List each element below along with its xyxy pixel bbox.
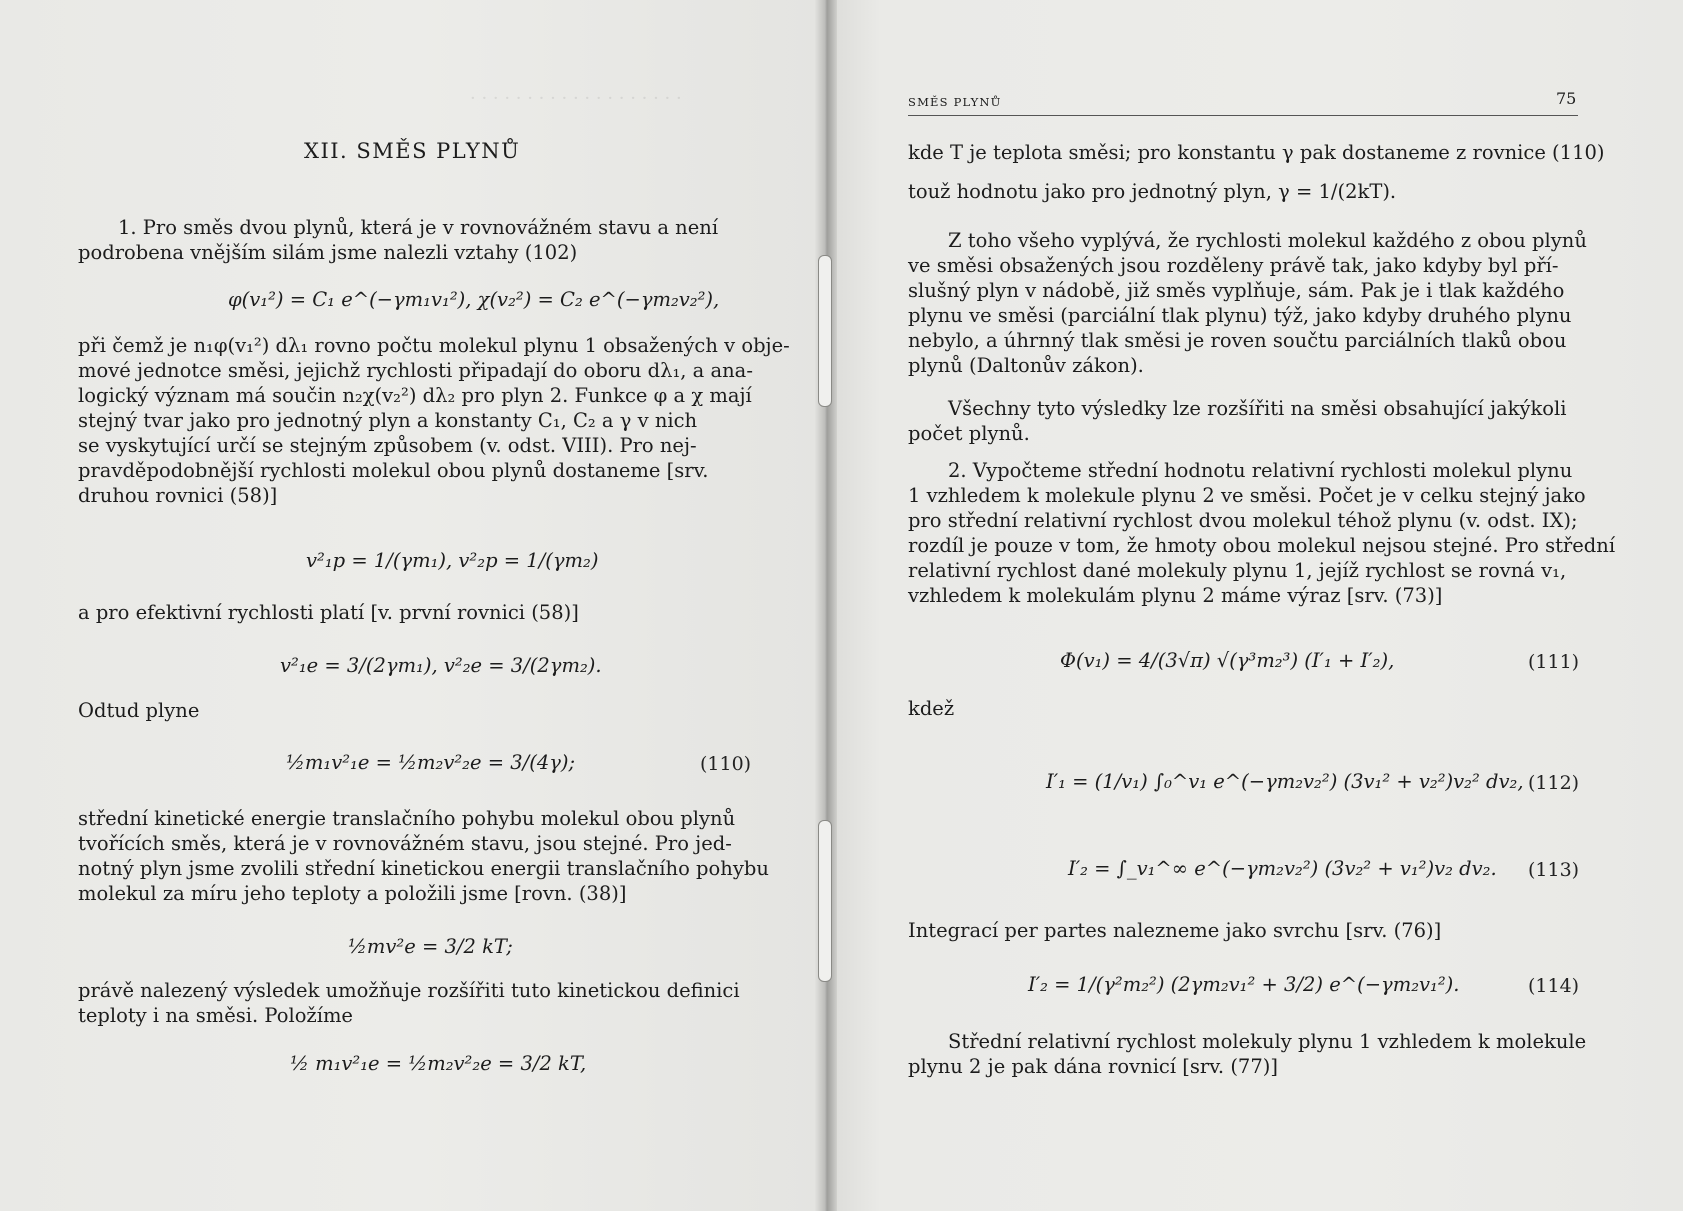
book-gutter — [815, 0, 837, 1211]
equation-number: (110) — [700, 753, 752, 775]
text-line: Integrací per partes nalezneme jako svrchu [srv. (76)] — [908, 919, 1442, 942]
header-rule — [908, 115, 1578, 116]
right-page — [830, 0, 1683, 1211]
text-line: stejný tvar jako pro jednotný plyn a konstanty C₁, C₂ a γ v nich — [78, 409, 698, 432]
equation: v²₁p = 1/(γm₁), v²₂p = 1/(γm₂) — [306, 549, 599, 572]
text-line: 2. Vypočteme střední hodnotu relativní rychlosti molekul plynu — [948, 459, 1573, 482]
text-line: logický význam má součin n₂χ(v₂²) dλ₂ pro plyn 2. Funkce φ a χ mají — [78, 384, 752, 407]
text-line: plynů (Daltonův zákon). — [908, 354, 1144, 377]
equation: Φ(v₁) = 4/(3√π) √(γ³m₂³) (I′₁ + I′₂), — [1060, 649, 1395, 672]
equation-number: (111) — [1528, 651, 1580, 673]
text-line: a pro efektivní rychlosti platí [v. první rovnici (58)] — [78, 601, 579, 624]
equation-number: (112) — [1528, 772, 1580, 794]
text-line: 1. Pro směs dvou plynů, která je v rovnovážném stavu a není — [118, 216, 719, 239]
text-line: plynu ve směsi (parciální tlak plynu) týž, jako kdyby druhého plynu — [908, 304, 1572, 327]
text-line: tvořících směs, která je v rovnovážném stavu, jsou stejné. Pro jed- — [78, 832, 732, 855]
text-line: slušný plyn v nádobě, již směs vyplňuje, sám. Pak je i tlak každého — [908, 279, 1565, 302]
text-line: Všechny tyto výsledky lze rozšířiti na směsi obsahující jakýkoli — [948, 397, 1567, 420]
equation: ½ m₁v²₁e = ½m₂v²₂e = 3/2 kT, — [290, 1052, 587, 1075]
equation: v²₁e = 3/(2γm₁), v²₂e = 3/(2γm₂). — [280, 654, 602, 677]
chapter-title: XII. SMĚS PLYNŮ — [304, 139, 521, 163]
text-line: rozdíl je pouze v tom, že hmoty obou molekul nejsou stejné. Pro střední — [908, 534, 1616, 557]
equation-number: (114) — [1528, 975, 1580, 997]
text-line: molekul za míru jeho teploty a položili jsme [rovn. (38)] — [78, 882, 627, 905]
text-line: kdež — [908, 697, 955, 720]
text-line: Z toho všeho vyplývá, že rychlosti molekul každého z obou plynů — [948, 229, 1587, 252]
text-line: pravděpodobnější rychlosti molekul obou plynů dostaneme [srv. — [78, 459, 709, 482]
equation-number: (113) — [1528, 859, 1580, 881]
running-head: SMĚS PLYNŮ — [908, 95, 1002, 109]
binding-stitch — [818, 820, 832, 982]
text-line: se vyskytující určí se stejným způsobem (v. odst. VIII). Pro nej- — [78, 434, 697, 457]
equation: ½m₁v²₁e = ½m₂v²₂e = 3/(4γ); — [286, 751, 576, 774]
page-number: 75 — [1556, 89, 1577, 108]
text-line: Odtud plyne — [78, 699, 200, 722]
text-line: mové jednotce směsi, jejichž rychlosti připadají do oboru dλ₁, a ana- — [78, 359, 753, 382]
text-line: při čemž je n₁φ(v₁²) dλ₁ rovno počtu molekul plynu 1 obsažených v obje- — [78, 334, 790, 357]
left-page — [0, 0, 825, 1211]
text-line: ve směsi obsažených jsou rozděleny právě tak, jako kdyby byl pří- — [908, 254, 1559, 277]
text-line: druhou rovnici (58)] — [78, 484, 278, 507]
equation: I′₁ = (1/v₁) ∫₀^v₁ e^(−γm₂v₂²) (3v₁² + v₂²)v₂² dv₂, — [1046, 770, 1524, 793]
text-line: teploty i na směsi. Položíme — [78, 1004, 353, 1027]
text-line: pro střední relativní rychlost dvou molekul téhož plynu (v. odst. IX); — [908, 509, 1578, 532]
equation: ½mv²e = 3/2 kT; — [348, 935, 513, 958]
equation: φ(v₁²) = C₁ e^(−γm₁v₁²), χ(v₂²) = C₂ e^(−γm₂v₂²), — [228, 288, 720, 311]
text-line: vzhledem k molekulám plynu 2 máme výraz [srv. (73)] — [908, 584, 1443, 607]
text-line: střední kinetické energie translačního pohybu molekul obou plynů — [78, 807, 736, 830]
text-line: kde T je teplota směsi; pro konstantu γ pak dostaneme z rovnice (110) — [908, 141, 1605, 164]
equation: I′₂ = 1/(γ²m₂²) (2γm₂v₁² + 3/2) e^(−γm₂v₁²). — [1028, 973, 1460, 996]
equation: I′₂ = ∫_v₁^∞ e^(−γm₂v₂²) (3v₂² + v₁²)v₂ dv₂. — [1068, 857, 1497, 880]
text-line: podrobena vnějším silám jsme nalezli vztahy (102) — [78, 241, 578, 264]
text-line: 1 vzhledem k molekule plynu 2 ve směsi. Počet je v celku stejný jako — [908, 484, 1586, 507]
text-line: plynu 2 je pak dána rovnicí [srv. (77)] — [908, 1055, 1278, 1078]
text-line: právě nalezený výsledek umožňuje rozšířiti tuto kinetickou definici — [78, 979, 740, 1002]
text-line: touž hodnotu jako pro jednotný plyn, γ = 1/(2kT). — [908, 180, 1397, 203]
text-line: Střední relativní rychlost molekuly plynu 1 vzhledem k molekule — [948, 1030, 1587, 1053]
text-line: notný plyn jsme zvolili střední kinetickou energii translačního pohybu — [78, 857, 769, 880]
bleed-through-text: · · · · · · · · · · · · · · · · · · · — [470, 88, 682, 109]
text-line: počet plynů. — [908, 422, 1030, 445]
binding-stitch — [818, 255, 832, 407]
text-line: relativní rychlost dané molekuly plynu 1, jejíž rychlost se rovná v₁, — [908, 559, 1567, 582]
text-line: nebylo, a úhrnný tlak směsi je roven součtu parciálních tlaků obou — [908, 329, 1567, 352]
